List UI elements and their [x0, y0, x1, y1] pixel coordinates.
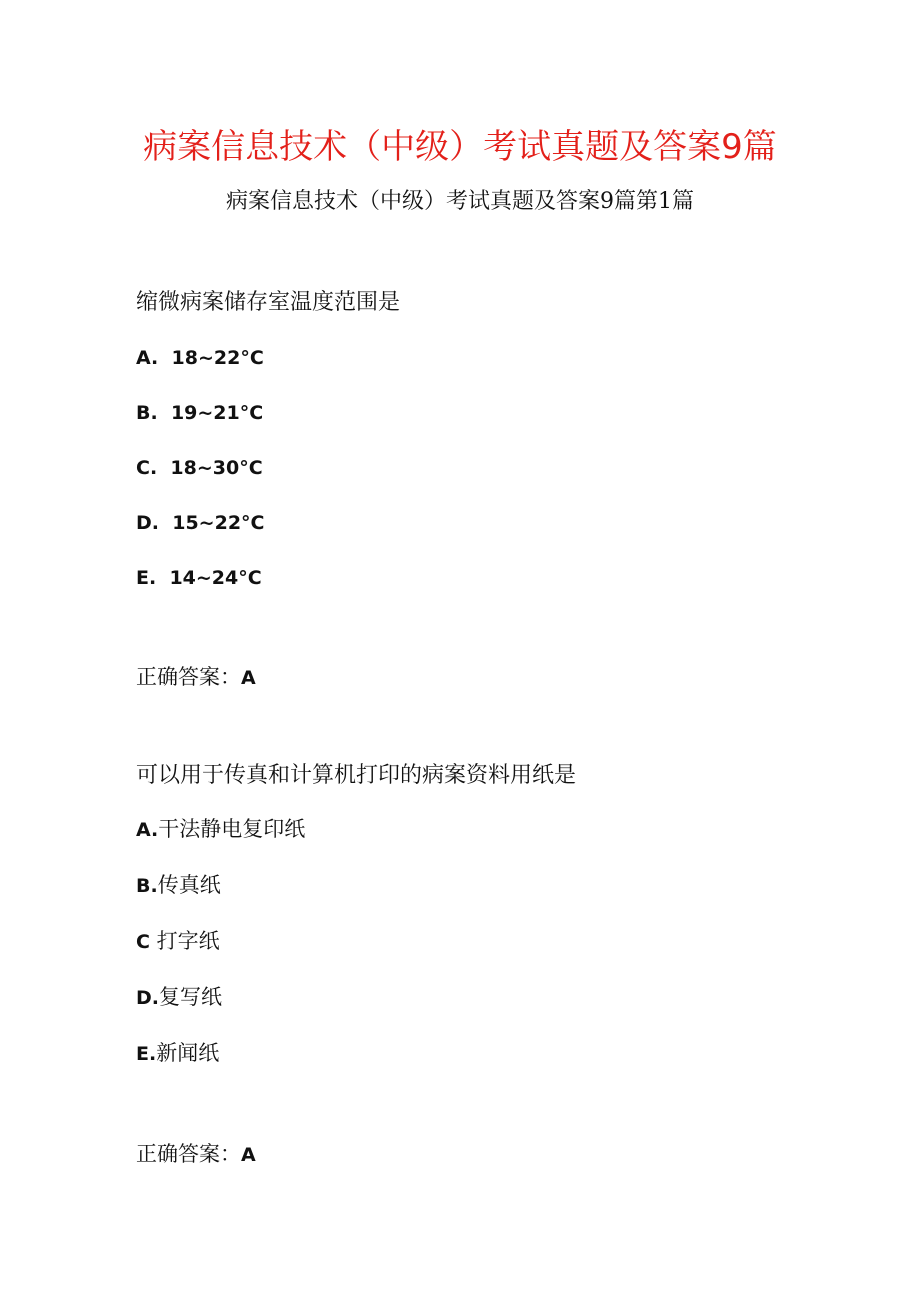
- option-label: B.: [136, 402, 158, 424]
- question-2-answer: [136, 1139, 256, 1170]
- answer-label: 正确答案：: [136, 1142, 241, 1166]
- option-text: 打字纸: [156, 929, 220, 953]
- question-2-option-b: [136, 871, 221, 900]
- option-label: D.: [136, 987, 159, 1009]
- option-text: 18~30°C: [170, 457, 263, 479]
- question-1-text: 缩微病案储存室温度范围是: [136, 290, 401, 315]
- option-label: B.: [136, 875, 158, 897]
- answer-value: A: [241, 667, 256, 689]
- question-2-option-e: [136, 1039, 219, 1068]
- option-label: C.: [136, 457, 158, 479]
- question-1-answer: [136, 662, 256, 693]
- option-text: 复写纸: [159, 985, 222, 1009]
- document-title: 病案信息技术（中级）考试真题及答案9篇: [143, 127, 777, 167]
- answer-label: 正确答案：: [136, 665, 241, 689]
- option-text: 干法静电复印纸: [158, 817, 306, 841]
- option-label: D.: [136, 512, 159, 534]
- question-2-option-a: [136, 815, 305, 844]
- question-2-option-c: [136, 927, 220, 956]
- option-label: C: [136, 931, 150, 953]
- option-text: 14~24°C: [169, 567, 262, 589]
- document-subtitle: 病案信息技术（中级）考试真题及答案9篇第1篇: [226, 189, 694, 214]
- question-1-option-d: [136, 509, 264, 537]
- option-text: 15~22°C: [172, 512, 265, 534]
- answer-value: A: [241, 1144, 256, 1166]
- option-label: E.: [136, 567, 157, 589]
- option-label: E.: [136, 1043, 157, 1065]
- option-label: A.: [136, 819, 159, 841]
- option-text: 新闻纸: [156, 1041, 220, 1065]
- option-text: 19~21°C: [170, 402, 264, 424]
- question-1-option-c: [136, 454, 263, 482]
- option-text: 18~22°C: [171, 347, 264, 369]
- option-label: A.: [136, 347, 159, 369]
- question-2-option-d: [136, 983, 222, 1012]
- question-1-option-b: [136, 399, 263, 427]
- option-text: 传真纸: [157, 873, 221, 897]
- question-1-option-a: [136, 344, 264, 372]
- question-2-text: 可以用于传真和计算机打印的病案资料用纸是: [136, 763, 577, 788]
- question-1-option-e: [136, 564, 262, 592]
